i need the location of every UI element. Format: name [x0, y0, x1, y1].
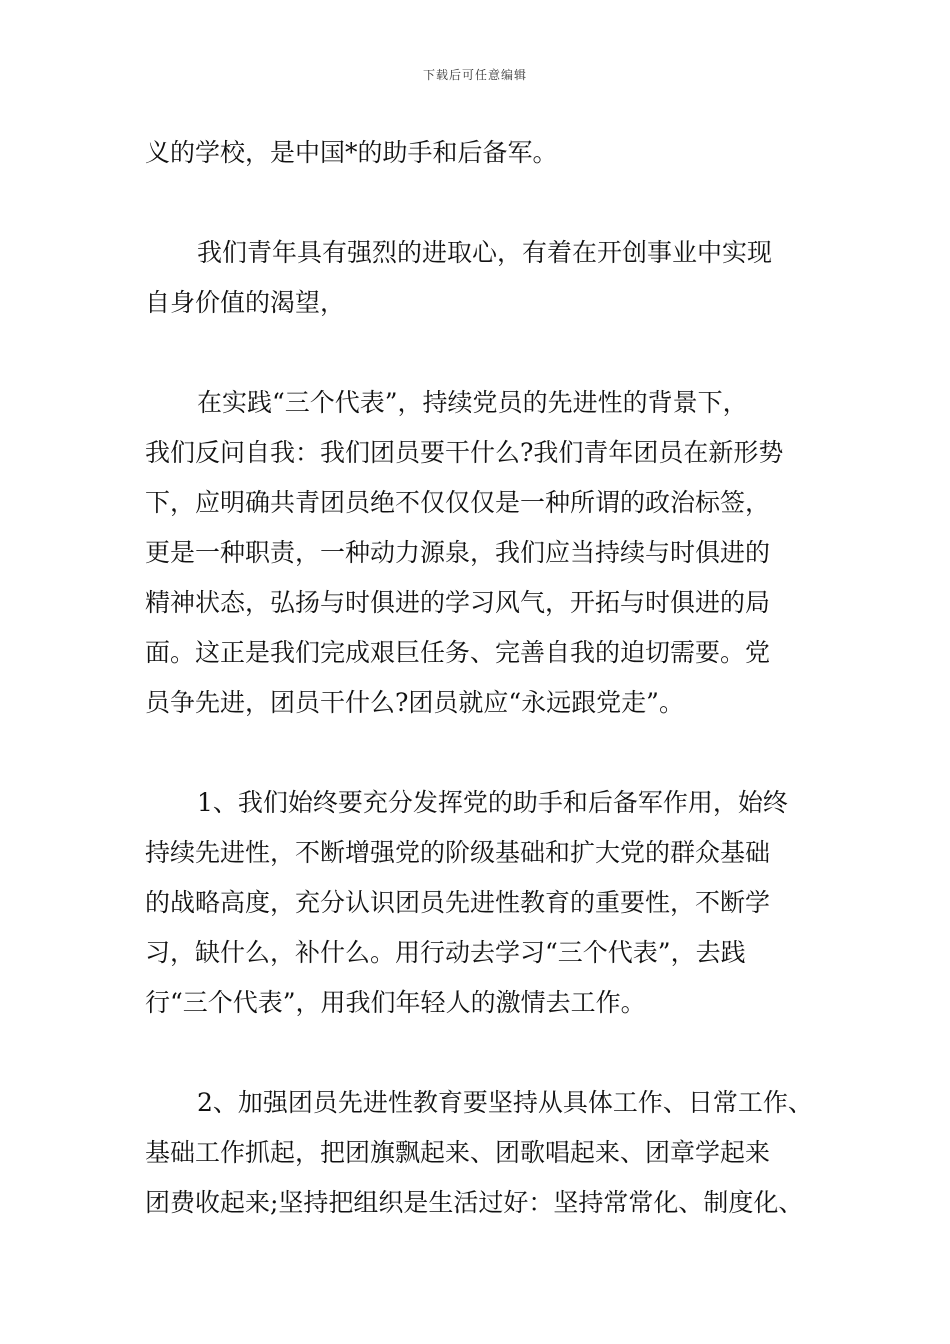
- text-line: 自身价值的渴望，: [145, 288, 346, 317]
- document-body: [145, 128, 821, 1228]
- header-note: 下载后可任意编辑: [422, 68, 527, 82]
- text-line: 员争先进，团员干什么?团员就应“永远跟党走”。: [145, 688, 684, 717]
- text-line: 2、加强团员先进性教育要坚持从具体工作、日常工作、: [197, 1088, 813, 1117]
- text-line: 精神状态，弘扬与时俱进的学习风气，开拓与时俱进的局: [145, 588, 771, 617]
- text-line: 习，缺什么，补什么。用行动去学习“三个代表”，去践: [145, 938, 746, 967]
- text-line: 1、我们始终要充分发挥党的助手和后备军作用，始终: [197, 788, 788, 817]
- text-line: 义的学校，是中国*的助手和后备军。: [145, 138, 558, 167]
- paragraph-gap: [145, 328, 821, 378]
- text-line: 在实践“三个代表”，持续党员的先进性的背景下，: [197, 388, 748, 417]
- text-line: 团费收起来;坚持把组织是生活过好：坚持常常化、制度化、: [145, 1188, 804, 1217]
- text-line: 面。这正是我们完成艰巨任务、完善自我的迫切需要。党: [145, 638, 771, 667]
- text-line: 我们反问自我：我们团员要干什么?我们青年团员在新形势: [145, 438, 784, 467]
- paragraph-gap: [145, 178, 821, 228]
- text-line: 基础工作抓起，把团旗飘起来、团歌唱起来、团章学起来: [145, 1138, 771, 1167]
- text-line: 行“三个代表”，用我们年轻人的激情去工作。: [145, 988, 646, 1017]
- paragraph-gap: [145, 1028, 821, 1078]
- text-line: 更是一种职责，一种动力源泉，我们应当持续与时俱进的: [145, 538, 771, 567]
- text-line: 我们青年具有强烈的进取心，有着在开创事业中实现: [197, 238, 773, 267]
- text-line: 持续先进性，不断增强党的阶级基础和扩大党的群众基础: [145, 838, 771, 867]
- text-line: 的战略高度，充分认识团员先进性教育的重要性，不断学: [145, 888, 771, 917]
- text-line: 下，应明确共青团员绝不仅仅仅是一种所谓的政治标签，: [145, 488, 771, 517]
- paragraph-gap: [145, 728, 821, 778]
